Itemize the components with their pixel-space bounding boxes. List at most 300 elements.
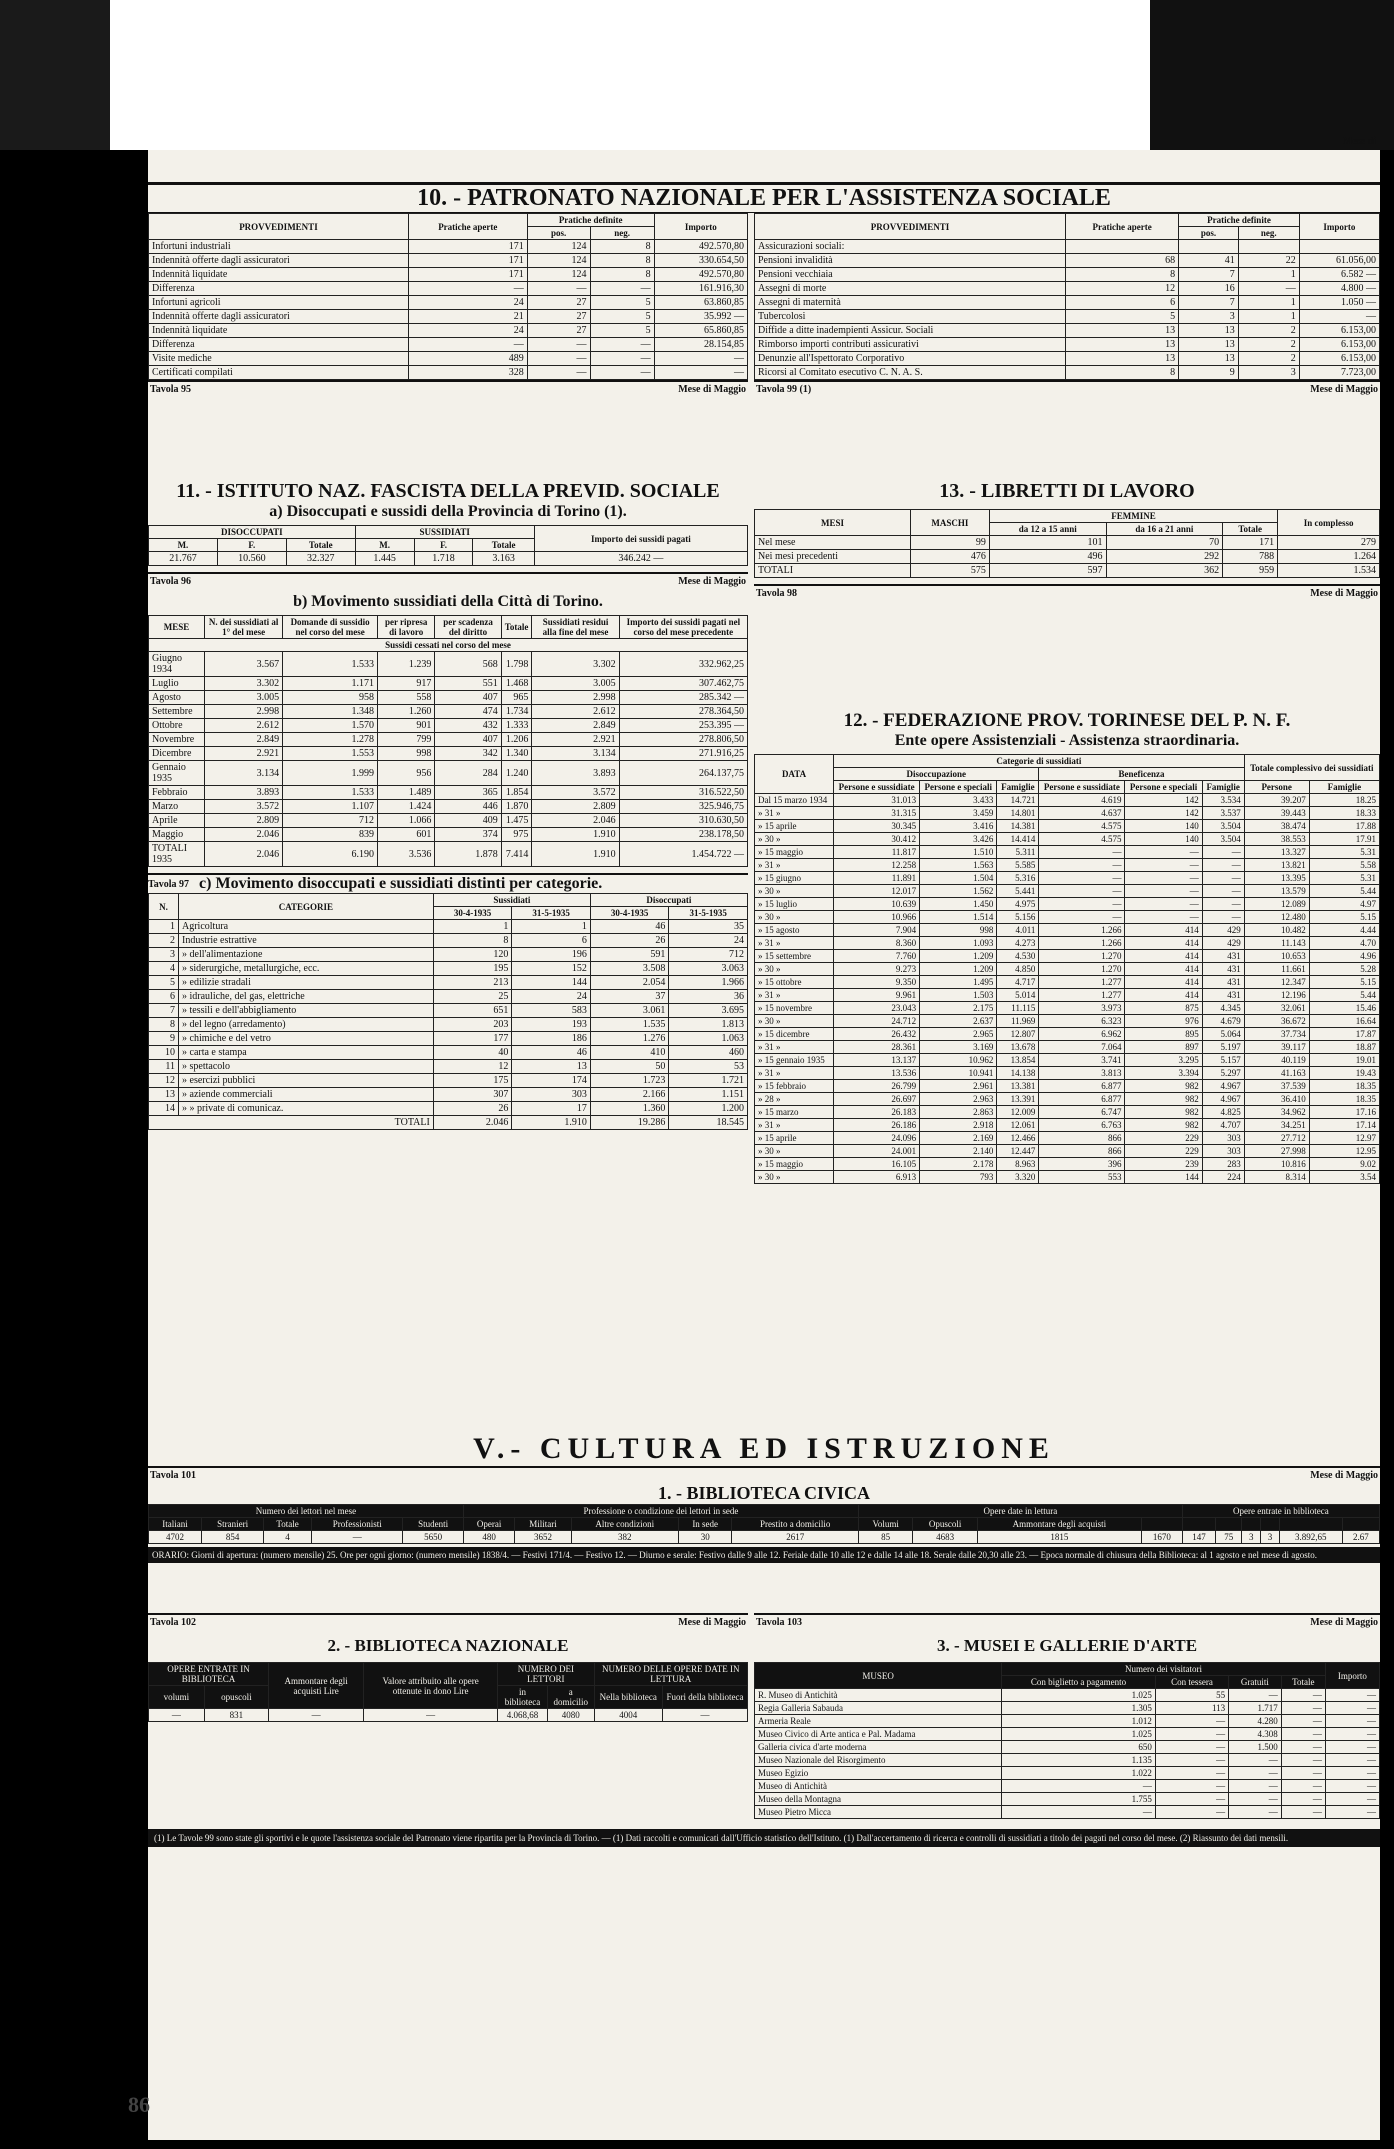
cell: 193 [512, 1018, 591, 1032]
cell: 975 [501, 828, 532, 842]
musei-title: 3. - MUSEI E GALLERIE D'ARTE [936, 1636, 1198, 1655]
cell: 1.721 [669, 1074, 748, 1088]
cell: 956 [378, 761, 435, 786]
cell: 177 [433, 1032, 512, 1046]
cell: 39.207 [1244, 794, 1309, 807]
cell: 4.967 [1202, 1080, 1244, 1093]
cell: — [1202, 911, 1244, 924]
cell: 16 [1179, 282, 1239, 296]
cell: 18.35 [1309, 1093, 1379, 1106]
cell: 1.535 [590, 1018, 669, 1032]
table-row [149, 254, 748, 268]
cell: 4.850 [997, 963, 1039, 976]
cell: 1.264 [1278, 550, 1380, 564]
col-provvedimenti-right: PROVVEDIMENTI [755, 214, 1066, 240]
cell: 2.998 [532, 691, 619, 705]
cell: 4.97 [1309, 898, 1379, 911]
cell: 3 [149, 948, 179, 962]
cell: 1.107 [283, 800, 378, 814]
col-date-2: 31-5-1935 [512, 907, 591, 920]
cell: » 15 novembre [755, 1002, 834, 1015]
cell: 1 [512, 920, 591, 934]
col-disoccupati-c: Disoccupati [590, 894, 747, 907]
cell: » 15 luglio [755, 898, 834, 911]
table-row [149, 1060, 748, 1074]
cell: — [590, 352, 654, 366]
cell: 229 [1125, 1145, 1202, 1158]
cell: 866 [1039, 1132, 1125, 1145]
group-opere-entrate: Opere entrate in biblioteca [1182, 1505, 1379, 1518]
section-11b-subtitle: b) Movimento sussidiati della Città di Torino. [293, 593, 603, 610]
cell: » esercizi pubblici [179, 1074, 434, 1088]
cell: — [408, 282, 527, 296]
cell: 601 [378, 828, 435, 842]
cell: Aprile [149, 814, 205, 828]
categorie-table [148, 893, 748, 1130]
col-beneficenza: Beneficenza [1039, 768, 1244, 781]
cell: 2.046 [433, 1116, 512, 1130]
cell: 3.302 [205, 677, 283, 691]
cell: 1.093 [920, 937, 997, 950]
cell: 19.01 [1309, 1054, 1379, 1067]
tavola-97-label: Tavola 97 [148, 878, 190, 890]
table-row [149, 828, 748, 842]
cell: 3.394 [1125, 1067, 1202, 1080]
cell: 1 [1238, 296, 1299, 310]
column-header-blank [1216, 1518, 1242, 1531]
col-data: DATA [755, 755, 834, 794]
cell: 6.153,00 [1299, 352, 1379, 366]
cell: 3.063 [669, 962, 748, 976]
cell: » 31 » [755, 859, 834, 872]
table-row [755, 268, 1380, 282]
col-tessera: Con tessera [1155, 1676, 1228, 1689]
cell: Assicurazioni sociali: [755, 240, 1066, 254]
cell: 1.012 [1002, 1715, 1156, 1728]
cell: 10.962 [920, 1054, 997, 1067]
cell: 1.025 [1002, 1728, 1156, 1741]
table-row [755, 352, 1380, 366]
cell: Indennità liquidate [149, 268, 409, 282]
cell: 1 [1238, 268, 1299, 282]
cell: 8 [590, 268, 654, 282]
tavola-98-month: Mese di Maggio [1310, 588, 1378, 599]
cell: » 15 aprile [755, 1132, 834, 1145]
cell: 5.28 [1309, 963, 1379, 976]
section-12-subtitle: Ente opere Assistenziali - Assistenza straordinaria. [894, 732, 1240, 749]
cell: 3.504 [1202, 820, 1244, 833]
cell: 3 [1179, 310, 1239, 324]
cell: — [662, 1709, 747, 1722]
col-provvedimenti: PROVVEDIMENTI [149, 214, 409, 240]
cell: 292 [1106, 550, 1223, 564]
cell: 26.432 [834, 1028, 920, 1041]
cell: 1.854 [501, 786, 532, 800]
cell: 414 [1125, 963, 1202, 976]
cell: 998 [920, 924, 997, 937]
cell: 431 [1202, 989, 1244, 1002]
cell: 1.445 [355, 552, 414, 566]
cell: 6.877 [1039, 1093, 1125, 1106]
cell: 34.251 [1244, 1119, 1309, 1132]
cell: 6.323 [1039, 1015, 1125, 1028]
cell: 37 [590, 990, 669, 1004]
col-persone-tot: Persone [1244, 781, 1309, 794]
cell: 831 [204, 1709, 268, 1722]
cell: 5.441 [997, 885, 1039, 898]
cell: » chimiche e del vetro [179, 1032, 434, 1046]
biblioteca-nazionale-block [148, 1613, 748, 1819]
cell: — [590, 366, 654, 380]
cell: 37.734 [1244, 1028, 1309, 1041]
cell: » » private di comunicaz. [179, 1102, 434, 1116]
col-totale-cessati: Totale [501, 616, 532, 639]
cell: 85 [858, 1531, 912, 1544]
cell: 284 [435, 761, 501, 786]
patronato-left-table [148, 213, 748, 380]
cell: R. Museo di Antichità [755, 1689, 1002, 1702]
table-row [755, 1106, 1380, 1119]
col-neg-right: neg. [1238, 227, 1299, 240]
col-domicilio: a domicilio [547, 1686, 594, 1709]
cell: 2.963 [920, 1093, 997, 1106]
cell: Giugno 1934 [149, 652, 205, 677]
cell: 5.15 [1309, 911, 1379, 924]
cell: 1.171 [283, 677, 378, 691]
cell: 1.022 [1002, 1767, 1156, 1780]
table-row [149, 1004, 748, 1018]
section-libretti [754, 480, 1380, 601]
cell: 489 [408, 352, 527, 366]
cell: 13 [512, 1060, 591, 1074]
cell: » 15 gennaio 1935 [755, 1054, 834, 1067]
table-row [755, 1132, 1380, 1145]
col-museo: MUSEO [755, 1663, 1002, 1689]
cell: 4.70 [1309, 937, 1379, 950]
cell: — [1202, 859, 1244, 872]
cell: 3.416 [920, 820, 997, 833]
cell: — [1229, 1754, 1282, 1767]
cell: 3652 [515, 1531, 571, 1544]
cell: 2.169 [920, 1132, 997, 1145]
cell: — [1325, 1754, 1379, 1767]
cell: 8.314 [1244, 1171, 1309, 1184]
cell: » 30 » [755, 911, 834, 924]
cell: 1.813 [669, 1018, 748, 1032]
cell: 12.466 [997, 1132, 1039, 1145]
biblioteca-nazionale-table [148, 1662, 748, 1722]
col-visitatori: Numero dei visitatori [1002, 1663, 1326, 1676]
footnote: (1) Le Tavole 99 sono state gli sportivi e le quote l'assistenza sociale del Patronato viene ripartita per la Provincia di Torino. — (1) Dati raccolti e comunicati dall'Ufficio statistico dell'Istituto. (1) Dall'accertamento di ricerca e controlli di sussidiati a titolo dei pagati nel corso del mese. (2) Riassunto dei dati mensili. [148, 1829, 1380, 1847]
cell: 3.504 [1202, 833, 1244, 846]
cell: 24 [408, 296, 527, 310]
cell: Diffide a ditte inadempienti Assicur. Sociali [755, 324, 1066, 338]
cell: 36.672 [1244, 1015, 1309, 1028]
cell: 12.258 [834, 859, 920, 872]
cell: 18.33 [1309, 807, 1379, 820]
cell: 30.345 [834, 820, 920, 833]
table-row [755, 296, 1380, 310]
cell: 1.910 [532, 842, 619, 867]
cell: 24 [512, 990, 591, 1004]
cell: Tubercolosi [755, 310, 1066, 324]
column-header-blank [1242, 1518, 1261, 1531]
cell: 13.678 [997, 1041, 1039, 1054]
cell: 38.553 [1244, 833, 1309, 846]
cell: 3.572 [532, 786, 619, 800]
cell: 431 [1202, 963, 1244, 976]
cell: 303 [512, 1088, 591, 1102]
section-federazione [754, 710, 1380, 1184]
column-header: Opuscoli [913, 1518, 977, 1531]
table-row [149, 747, 748, 761]
cell: 6.153,00 [1299, 324, 1379, 338]
cell: Indennità offerte dagli assicuratori [149, 254, 409, 268]
cell: 7.414 [501, 842, 532, 867]
cell: 854 [202, 1531, 264, 1544]
page-header-label: Mese di [1342, 136, 1376, 147]
cell: Febbraio [149, 786, 205, 800]
cell: 342 [435, 747, 501, 761]
cell: 17.16 [1309, 1106, 1379, 1119]
table-row [149, 1088, 748, 1102]
cell: » 15 agosto [755, 924, 834, 937]
cell: 279 [1278, 536, 1380, 550]
cell: — [1325, 1702, 1379, 1715]
cell: — [654, 366, 747, 380]
cell: 3.567 [205, 652, 283, 677]
table-row [755, 1145, 1380, 1158]
cell: 6 [512, 934, 591, 948]
cell: — [1281, 1754, 1325, 1767]
table-row [755, 1119, 1380, 1132]
cell: Museo Nazionale del Risorgimento [755, 1754, 1002, 1767]
cell: 152 [512, 962, 591, 976]
table-row [149, 814, 748, 828]
cell: Dicembre [149, 747, 205, 761]
cell: — [1155, 1806, 1228, 1819]
cell: 13.395 [1244, 872, 1309, 885]
cell: 1.503 [920, 989, 997, 1002]
table-row [755, 976, 1380, 989]
cell: 39.117 [1244, 1041, 1309, 1054]
cell: 3.163 [473, 552, 534, 566]
cell: 1.333 [501, 719, 532, 733]
table-row [755, 1054, 1380, 1067]
cell: 1.066 [378, 814, 435, 828]
cell: 1.200 [669, 1102, 748, 1116]
cell: Agricoltura [179, 920, 434, 934]
cell: 788 [1223, 550, 1278, 564]
cell: 6.153,00 [1299, 338, 1379, 352]
musei-block [754, 1613, 1380, 1819]
cell: Marzo [149, 800, 205, 814]
cell: — [364, 1709, 498, 1722]
cell: 264.137,75 [619, 761, 747, 786]
cell: 4.637 [1039, 807, 1125, 820]
cell: 26 [590, 934, 669, 948]
cell: — [1325, 1741, 1379, 1754]
cell: 492.570,80 [654, 240, 747, 254]
cell: 3.695 [669, 1004, 748, 1018]
total-row [755, 564, 1380, 578]
page-number: 86 [128, 2092, 150, 2117]
cell: 4.707 [1202, 1119, 1244, 1132]
column-header-blank [1279, 1518, 1342, 1531]
cell: » 30 » [755, 1145, 834, 1158]
cell: 2.140 [920, 1145, 997, 1158]
cell: 3.973 [1039, 1002, 1125, 1015]
col-12-15: da 12 a 15 anni [989, 523, 1106, 536]
tavola-95-month: Mese di Maggio [678, 384, 746, 395]
cell: 12.009 [997, 1106, 1039, 1119]
cell: 1.718 [414, 552, 473, 566]
cell: 1.270 [1039, 963, 1125, 976]
cell: 13 [1179, 352, 1239, 366]
col-importo: Importo [654, 214, 747, 240]
cell: 6.962 [1039, 1028, 1125, 1041]
cell: 5.311 [997, 846, 1039, 859]
cell: 2.809 [205, 814, 283, 828]
cell: 3.741 [1039, 1054, 1125, 1067]
cell: 1.135 [1002, 1754, 1156, 1767]
col-ammontare: Ammontare degli acquisti Lire [269, 1663, 364, 1709]
cell: 124 [527, 254, 590, 268]
cell: — [1325, 1767, 1379, 1780]
cell: 171 [408, 268, 527, 282]
cell: 1.424 [378, 800, 435, 814]
cell: 10.966 [834, 911, 920, 924]
col-n: N. [149, 894, 179, 920]
patronato-right-table [754, 213, 1380, 380]
cell: 1.348 [283, 705, 378, 719]
table-row [149, 691, 748, 705]
column-header: In sede [678, 1518, 731, 1531]
cell: » carta e stampa [179, 1046, 434, 1060]
cell: 99 [910, 536, 989, 550]
cell: 13.536 [834, 1067, 920, 1080]
column-header-blank [1261, 1518, 1280, 1531]
cell: 4.679 [1202, 1015, 1244, 1028]
cell: 2.175 [920, 1002, 997, 1015]
cell: 140 [1125, 833, 1202, 846]
cell: 4.825 [1202, 1106, 1244, 1119]
cell: 9.350 [834, 976, 920, 989]
cell: 17.87 [1309, 1028, 1379, 1041]
cell: Infortuni agricoli [149, 296, 409, 310]
tavola-102-label: Tavola 102 [150, 1617, 197, 1628]
col-domande: Domande di sussidio nel corso del mese [283, 616, 378, 639]
cell: — [1125, 859, 1202, 872]
cell: 2.961 [920, 1080, 997, 1093]
cell: 17.14 [1309, 1119, 1379, 1132]
col-importo-pagati: Importo dei sussidi pagati nel corso del mese precedente [619, 616, 747, 639]
cell: — [1155, 1793, 1228, 1806]
cell: 17 [512, 1102, 591, 1116]
cell: 1.514 [920, 911, 997, 924]
cell: 12.480 [1244, 911, 1309, 924]
cell: Museo Egizio [755, 1767, 1002, 1780]
cell: 1.500 [1229, 1741, 1282, 1754]
cell: — [1039, 911, 1125, 924]
cell: 712 [669, 948, 748, 962]
cell: » 15 giugno [755, 872, 834, 885]
table-row [149, 338, 748, 352]
disoccupati-table [148, 525, 748, 566]
cell: 8 [1066, 366, 1179, 380]
cell: 901 [378, 719, 435, 733]
cell: 4.967 [1202, 1093, 1244, 1106]
cell: 19.286 [590, 1116, 669, 1130]
cell: 11.143 [1244, 937, 1309, 950]
cell: 553 [1039, 1171, 1125, 1184]
cultura-heading: V.- CULTURA ED ISTRUZIONE [473, 1432, 1055, 1465]
cell: 1.209 [920, 950, 997, 963]
cell: 1.260 [378, 705, 435, 719]
cell: 12 [149, 1074, 179, 1088]
cell: 11.891 [834, 872, 920, 885]
cell: 186 [512, 1032, 591, 1046]
cell: 24 [408, 324, 527, 338]
cell: — [408, 338, 527, 352]
cell: — [1281, 1715, 1325, 1728]
col-disoccupati: DISOCCUPATI [149, 526, 356, 539]
tavola-99-month: Mese di Maggio [1310, 384, 1378, 395]
col-pratiche-aperte-right: Pratiche aperte [1066, 214, 1179, 240]
cell: 1.999 [283, 761, 378, 786]
cell: » 30 » [755, 1171, 834, 1184]
cell: 32.061 [1244, 1002, 1309, 1015]
col-fuori: Fuori della biblioteca [662, 1686, 747, 1709]
cell: 2.166 [590, 1088, 669, 1102]
cell: Museo Pietro Micca [755, 1806, 1002, 1819]
cell: — [527, 338, 590, 352]
cell: 13 [149, 1088, 179, 1102]
cell: — [1125, 898, 1202, 911]
group-professione: Professione o condizione dei lettori in sede [463, 1505, 858, 1518]
cell: 3.005 [205, 691, 283, 705]
cell: 3.061 [590, 1004, 669, 1018]
cell: 171 [1223, 536, 1278, 550]
cell: 27 [527, 296, 590, 310]
table-row [149, 324, 748, 338]
cell: 651 [433, 1004, 512, 1018]
col-totale-f: Totale [1223, 523, 1278, 536]
cell: — [1202, 898, 1244, 911]
cell: 3 [1261, 1531, 1280, 1544]
cell: 12.97 [1309, 1132, 1379, 1145]
cell: 1.360 [590, 1102, 669, 1116]
cell: — [590, 338, 654, 352]
cell: 1.734 [501, 705, 532, 719]
cell: 10.482 [1244, 924, 1309, 937]
col-opere-entrate: OPERE ENTRATE IN BIBLIOTECA [149, 1663, 269, 1686]
cell: Museo di Antichità [755, 1780, 1002, 1793]
cell [1238, 240, 1299, 254]
section-patronato [148, 182, 1380, 397]
cell: Regia Galleria Sabauda [755, 1702, 1002, 1715]
table-row [149, 1531, 1380, 1544]
cell: Visite mediche [149, 352, 409, 366]
col-pratiche-definite: Pratiche definite [527, 214, 654, 227]
cell: 15.46 [1309, 1002, 1379, 1015]
cell: 460 [669, 1046, 748, 1060]
cell: Nei mesi precedenti [755, 550, 911, 564]
cell: 958 [283, 691, 378, 705]
cell: 3.813 [1039, 1067, 1125, 1080]
cell: » 15 aprile [755, 820, 834, 833]
cell: » 30 » [755, 1015, 834, 1028]
